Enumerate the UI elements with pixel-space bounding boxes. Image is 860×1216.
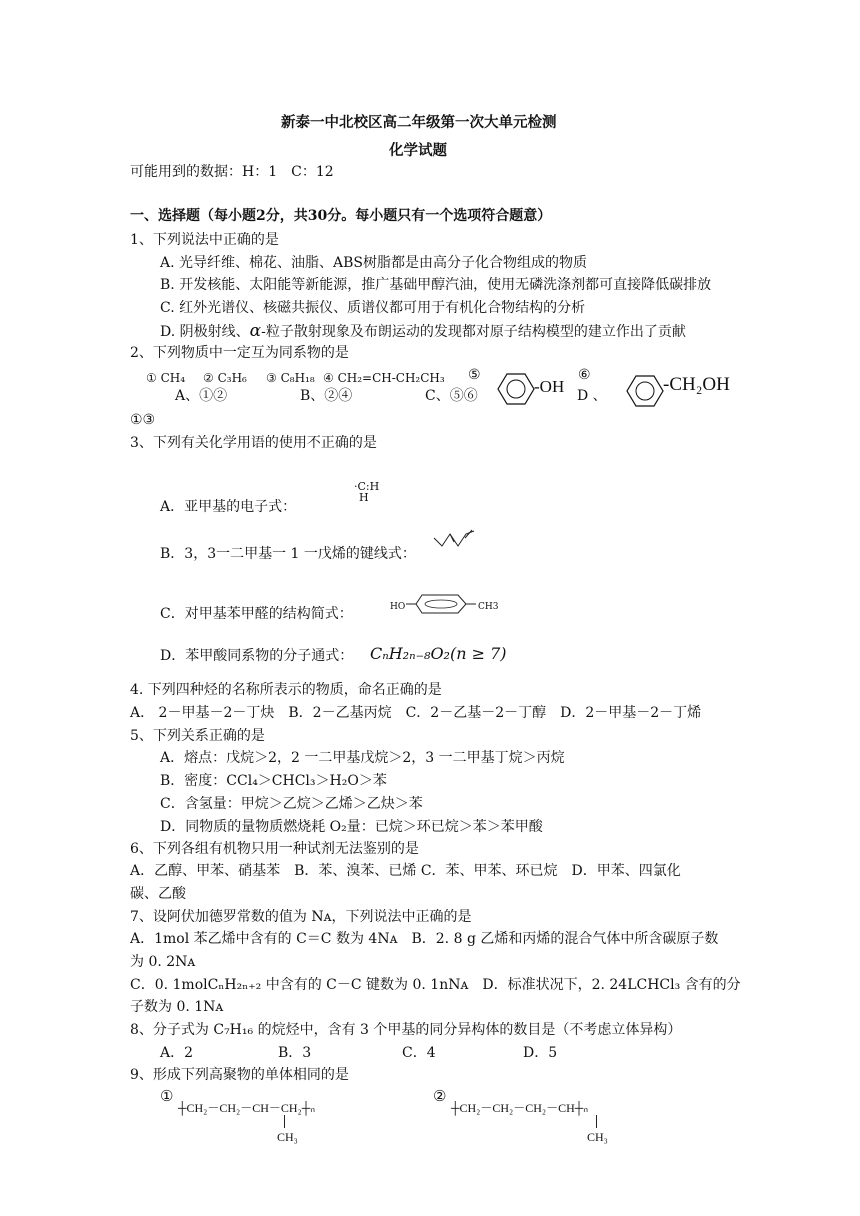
q2-item-3: ③ C₈H₁₈ [266, 371, 315, 385]
q3-d-formula: CₙH₂ₙ₋₈O₂(n ≥ 7) [370, 644, 507, 663]
q8-option-b: B．3 [278, 1045, 312, 1061]
q7-line-4: 子数为 0. 1Nᴀ [130, 999, 224, 1015]
phenol-structure [497, 372, 537, 406]
q3-c-left: HO [390, 602, 406, 612]
q5-option-d: D．同物质的量物质燃烧耗 O₂量：已烷＞环已烷＞苯＞苯甲酸 [160, 819, 543, 835]
q6-line-1: A．乙醇、甲苯、硝基苯 B．苯、溴苯、已烯 C．苯、甲苯、环已烷 D．甲苯、四氯化 [130, 863, 681, 879]
q6-line-2: 碳、乙酸 [130, 886, 186, 902]
q7-line-1: A．1mol 苯乙烯中含有的 C＝C 数为 4Nᴀ B．2. 8 g 乙烯和丙烯的混合气体中所含碳原子数 [130, 931, 719, 947]
q8-option-c: C．4 [402, 1045, 436, 1061]
q2-item-6: ⑥ [578, 367, 591, 383]
page-title: 新泰一中北校区高二年级第一次大单元检测 [281, 114, 557, 131]
section-heading: 一、选择题（每小题2分，共30分。每小题只有一个选项符合题意） [130, 208, 552, 224]
q1-option-c: C. 红外光谱仪、核磁共振仪、质谱仪都可用于有机化合物结构的分析 [160, 300, 586, 316]
polymer-1-branch: CH₃ [277, 1130, 298, 1144]
q1-option-d-post: -粒子散射现象及布朗运动的发现都对原子结构模型的建立作出了贡献 [261, 324, 686, 340]
q2-item-1: ① CH₄ [146, 371, 186, 385]
q1-stem: 1、下列说法中正确的是 [130, 232, 279, 248]
q6-stem: 6、下列各组有机物只用一种试剂无法鉴别的是 [130, 841, 419, 857]
q8-option-d: D．5 [523, 1045, 558, 1061]
benzyl-alcohol-structure [626, 374, 666, 408]
polymer-1-number: ① [160, 1087, 174, 1105]
q2-option-c: C、⑤⑥ [425, 388, 478, 404]
q3-c-right: CH3 [478, 602, 499, 612]
page-subtitle: 化学试题 [389, 142, 447, 159]
q2-item-4: ④ CH₂=CH-CH₂CH₃ [323, 371, 445, 385]
data-line: 可能用到的数据：H：1 C：12 [130, 164, 334, 180]
polymer-1-chain: ┼CH₂－CH₂－CH－CH₂┼ₙ [178, 1101, 316, 1115]
q1-option-d [160, 322, 686, 341]
q1-option-d-pre: D. 阴极射线、 [160, 324, 250, 340]
skeletal-formula [432, 528, 476, 552]
benzyl-group: -CH₂OH [663, 374, 730, 395]
q3-a-formula-bottom: H [359, 491, 369, 504]
q2-stem: 2、下列物质中一定互为同系物的是 [130, 345, 349, 361]
polymer-2-branch: CH₃ [587, 1130, 608, 1144]
q7-line-3: C．0. 1molCₙH₂ₙ₊₂ 中含有的 C－C 键数为 0. 1nNᴀ D．标准状况下，2. 24LCHCl₃ 含有的分 [130, 977, 741, 993]
q2-item-2: ② C₃H₆ [203, 371, 247, 385]
polymer-2-number: ② [433, 1087, 447, 1105]
q8-option-a: A．2 [160, 1045, 194, 1061]
q1-option-a: A. 光导纤维、棉花、油脂、ABS树脂都是由高分子化合物组成的物质 [160, 255, 587, 271]
q2-option-b: B、②④ [300, 388, 353, 404]
phenol-group: -OH [534, 377, 565, 396]
q5-stem: 5、下列关系正确的是 [130, 728, 265, 744]
q3-option-d: D．苯甲酸同系物的分子通式： [160, 648, 354, 664]
q7-stem: 7、设阿伏加德罗常数的值为 Nᴀ，下列说法中正确的是 [130, 909, 472, 925]
q2-option-d: D 、 [577, 388, 607, 404]
q8-stem: 8、分子式为 C₇H₁₆ 的烷烃中，含有 3 个甲基的同分异构体的数目是（不考虑立体异构） [130, 1022, 682, 1038]
q5-option-c: C．含氢量：甲烷＞乙烷＞乙烯＞乙炔＞苯 [160, 796, 423, 812]
q5-option-b: B．密度：CCl₄＞CHCl₃＞H₂O＞苯 [160, 773, 387, 789]
q4-stem: 4. 下列四种烃的名称所表示的物质，命名正确的是 [130, 682, 442, 698]
polymer-1-bond [284, 1115, 285, 1128]
q2-item-5: ⑤ [468, 367, 481, 383]
q3-option-a: A．亚甲基的电子式： [160, 499, 297, 515]
q5-option-a: A．熔点：戊烷＞2，2 一二甲基戊烷＞2，3 一二甲基丁烷＞丙烷 [160, 750, 565, 766]
q4-options: A． 2－甲基－2－丁炔 B．2－乙基丙烷 C．2－乙基－2－丁醇 D．2－甲基－2－丁烯 [130, 705, 702, 721]
q3-option-b: B．3，3一二甲基一 1 一戊烯的键线式： [160, 546, 416, 562]
polymer-2-chain: ┼CH₂－CH₂－CH₂－CH┼ₙ [451, 1101, 589, 1115]
q2-option-d-cont: ①③ [130, 412, 156, 428]
q1-option-b: B. 开发核能、太阳能等新能源，推广基础甲醇汽油，使用无磷洗涤剂都可直接降低碳排放 [160, 277, 712, 293]
q9-stem: 9、形成下列高聚物的单体相同的是 [130, 1067, 349, 1083]
para-benzene-structure [406, 593, 476, 615]
alpha-symbol: α [249, 321, 262, 341]
q3-a-formula-top: ·C:H [354, 480, 380, 493]
q2-option-a: A、①② [175, 388, 228, 404]
q3-option-c: C．对甲基苯甲醛的结构简式： [160, 606, 353, 622]
q3-stem: 3、下列有关化学用语的使用不正确的是 [130, 435, 377, 451]
polymer-2-bond [596, 1115, 597, 1128]
q7-line-2: 为 0. 2Nᴀ [130, 954, 196, 970]
